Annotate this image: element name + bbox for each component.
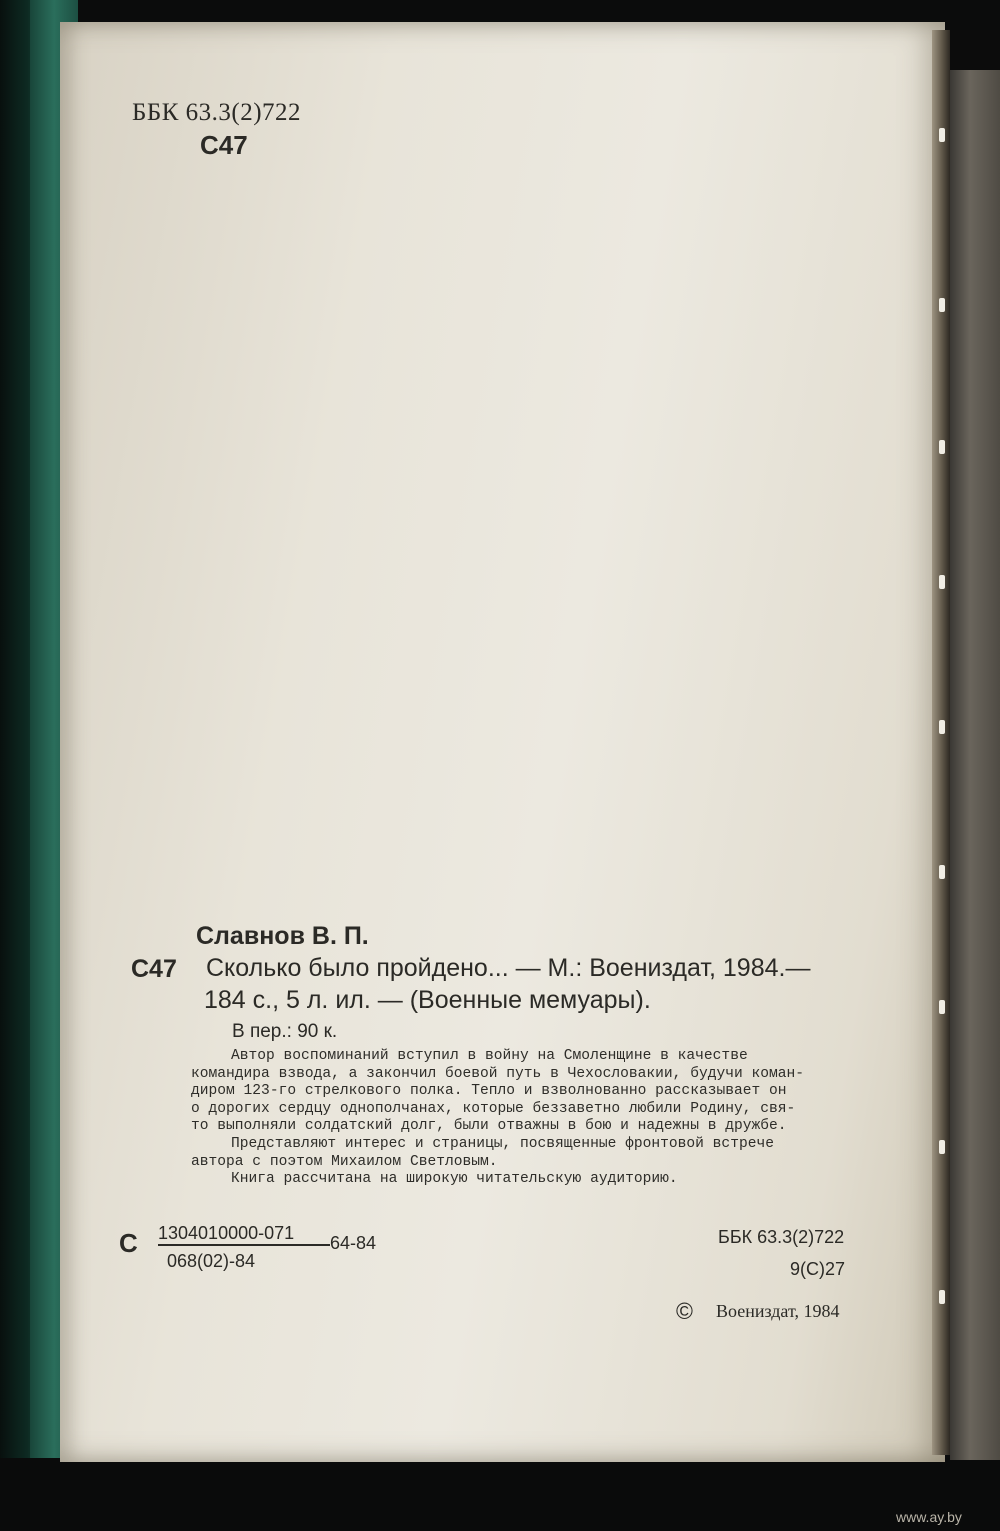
annotation-line: о дорогих сердцу однополчанах, которые беззаветно любили Родину, свя- [191,1100,796,1117]
watermark: www.ay.by [896,1509,962,1525]
facing-page-edge [950,70,1000,1460]
page-gutter [932,30,950,1455]
annotation-line: Автор воспоминаний вступил в войну на Смоленщине в качестве [231,1048,748,1064]
annotation-line: командира взвода, а закончил боевой путь в Чехословакии, будучи коман- [191,1065,805,1082]
copyright-text: Воениздат, 1984 [716,1301,840,1321]
annotation-line: автора с поэтом Михаилом Светловым. [191,1153,498,1170]
annotation-line: Представляют интерес и страницы, посвященные фронтовой встрече [231,1135,774,1152]
binding-stitch [939,720,945,734]
book-title-line: Сколько было пройдено... — М.: Воениздат, 1984.— [206,954,811,982]
price-line: В пер.: 90 к. [232,1021,338,1042]
background-bottom [0,1458,1000,1531]
index-numerator: 1304010000-071 [158,1223,295,1243]
bbk-index-top: ББК 63.3(2)722 [132,99,302,126]
binding-stitch [939,1140,945,1154]
author-code-top: С47 [200,130,248,160]
bbk-index-bottom: ББК 63.3(2)722 [718,1227,845,1247]
binding-stitch [939,128,945,142]
annotation-text [191,1048,881,1189]
annotation-line: Книга рассчитана на широкую читательскую аудиторию. [231,1171,678,1188]
copyright-icon: © [676,1298,693,1324]
annotation-line: то выполняли солдатский долг, были отважны в бою и надежны в дружбе. [191,1118,787,1135]
background-top-right [945,30,1000,75]
binding-stitch [939,575,945,589]
index-suffix: 64-84 [330,1233,377,1253]
binding-stitch [939,298,945,312]
binding-stitch [939,1290,945,1304]
binding-stitch [939,440,945,454]
annotation-line: диром 123-го стрелкового полка. Тепло и взволнованно рассказывает он [191,1083,787,1100]
binding-stitch [939,1000,945,1014]
binding-stitch [939,865,945,879]
author-code: С47 [131,955,177,983]
index-letter: С [119,1228,138,1258]
fraction-bar [158,1244,330,1246]
author-name: Славнов В. П. [196,922,369,950]
index-denominator: 068(02)-84 [167,1251,256,1271]
pages-series-line: 184 с., 5 л. ил. — (Военные мемуары). [204,986,651,1014]
classification-code: 9(С)27 [790,1259,846,1279]
